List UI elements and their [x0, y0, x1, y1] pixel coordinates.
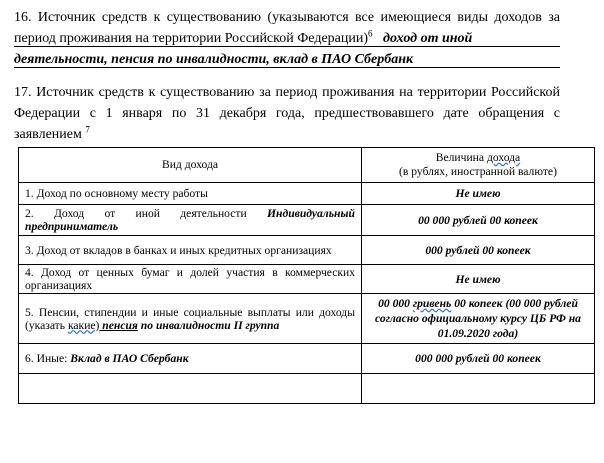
row-6-label-text: 6. Иные: — [25, 352, 71, 365]
row-5-label-pension: пенсия — [99, 318, 138, 332]
row-6-value: 000 000 рублей 00 копеек — [362, 344, 595, 374]
header-amount-word: Величина — [435, 151, 485, 164]
row-6-label-answer: Вклад в ПАО Сбербанк — [70, 352, 189, 365]
row-5-value — [362, 294, 595, 344]
row-5-label — [19, 294, 362, 344]
row-3-label: 3. Доход от вкладов в банках и иных кредитных организациях — [19, 236, 362, 265]
section-16-answer-1: доход от иной — [383, 31, 473, 46]
table-row — [19, 294, 595, 344]
table-row — [19, 205, 595, 236]
section-16-answer-2: деятельности, пенсия по инвалидности, вклад в ПАО Сбербанк — [14, 52, 414, 67]
table-row — [19, 236, 595, 265]
row-4-value: Не имею — [362, 265, 595, 294]
row-5-label-text: 5. Пенсии, стипендии и иные социальные выплаты или доходы (указать — [25, 305, 355, 332]
row-1-value: Не имею — [362, 183, 595, 205]
row-5-value-amount: 00 000 — [378, 297, 413, 310]
income-table — [18, 147, 595, 404]
row-2-label-answer: Индивидуальный предприниматель — [25, 207, 355, 233]
header-currency-note: (в рублях, иностранной валюте) — [399, 165, 557, 178]
answer-line-1 — [14, 46, 560, 47]
row-5-value-currency: гривень — [412, 297, 452, 310]
row-1-label: 1. Доход по основному месту работы — [19, 183, 362, 205]
footnote-7: 7 — [85, 124, 90, 135]
section-17 — [14, 82, 560, 145]
header-income-word: дохода — [486, 151, 521, 164]
row-3-value: 000 рублей 00 копеек — [362, 236, 595, 265]
row-6-label — [19, 344, 362, 374]
row-2-value: 00 000 рублей 00 копеек — [362, 205, 595, 236]
row-2-label — [19, 205, 362, 236]
row-4-label: 4. Доход от ценных бумаг и долей участия в коммерческих организациях — [19, 265, 362, 294]
section-16-number: 16. — [14, 10, 32, 25]
table-row — [19, 265, 595, 294]
section-16 — [14, 7, 560, 70]
col-header-income-type: Вид дохода — [19, 148, 362, 183]
section-17-text: Источник средств к существованию за период проживания на территории Российской Федерации с 1 января по 31 декабря года, предшествовавшего дате обращения с заявлением — [14, 85, 560, 142]
row-7-value — [362, 374, 595, 404]
table-row — [19, 344, 595, 374]
answer-line-2 — [14, 67, 560, 68]
footnote-6: 6 — [368, 28, 373, 39]
table-row-empty — [19, 374, 595, 404]
row-5-value-rest: 00 копеек (00 000 рублей согласно официальному курсу ЦБ РФ на 01.09.2020 года) — [375, 297, 581, 340]
table-row — [19, 183, 595, 205]
row-7-label — [19, 374, 362, 404]
row-2-label-text: 2. Доход от иной деятельности — [25, 207, 267, 220]
row-5-label-answer: по инвалидности II группа — [137, 318, 280, 332]
table-header-row — [19, 148, 595, 183]
section-16-text: Источник средств к существованию (указываются все имеющиеся виды доходов за период проживания на территории Российской Федерации) — [14, 10, 561, 46]
section-17-number: 17. — [14, 85, 32, 100]
row-5-label-which: какие) — [67, 318, 100, 332]
col-header-income-amount — [362, 148, 595, 183]
